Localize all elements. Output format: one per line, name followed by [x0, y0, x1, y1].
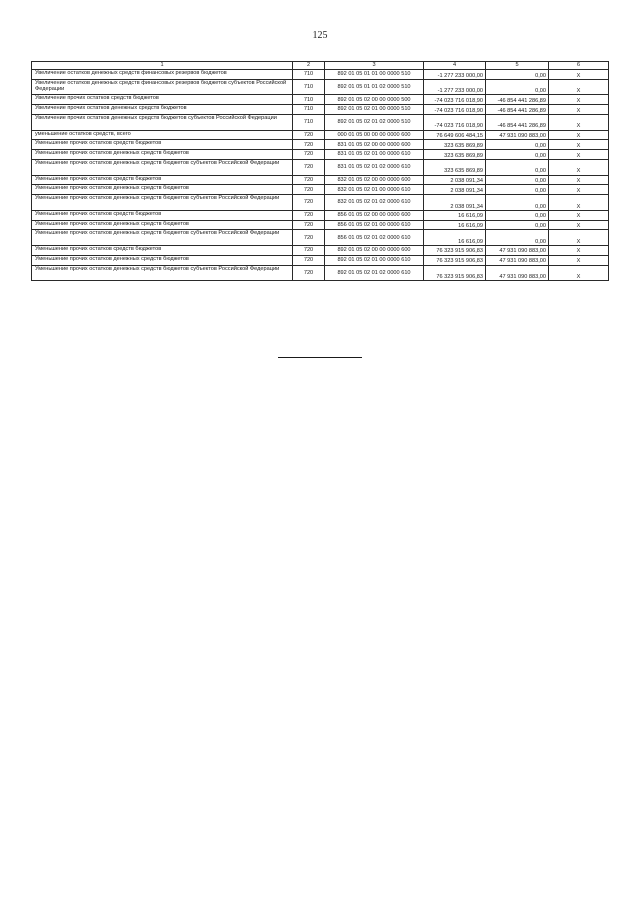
- row-name-cell: Уменьшение прочих остатков денежных средств бюджетов субъектов Российской Федерации: [32, 195, 293, 211]
- row-name-cell: уменьшение остатков средств, всего: [32, 130, 293, 140]
- row-value-5-cell: 47 931 090 883,00: [486, 130, 549, 140]
- row-name-cell: Уменьшение прочих остатков денежных средств бюджетов: [32, 150, 293, 160]
- row-name-cell: Уменьшение прочих остатков денежных средств бюджетов: [32, 185, 293, 195]
- row-budget-code-cell: 892 01 05 01 01 02 0000 510: [325, 79, 424, 95]
- row-line-code-cell: 720: [293, 245, 325, 255]
- row-value-5-cell: -46 854 441 286,89: [486, 114, 549, 130]
- row-line-code-cell: 720: [293, 265, 325, 281]
- row-value-6-cell: X: [549, 130, 609, 140]
- table-row: [32, 265, 609, 281]
- row-value-6-cell: X: [549, 195, 609, 211]
- row-value-4-cell: -1 277 233 000,00: [424, 79, 486, 95]
- row-budget-code-cell: 892 01 05 02 01 00 0000 610: [325, 255, 424, 265]
- page-number: 125: [312, 30, 328, 41]
- row-value-6-cell: X: [549, 105, 609, 115]
- row-value-4-cell: 323 635 869,89: [424, 159, 486, 175]
- row-name-cell: Уменьшение прочих остатков средств бюджетов: [32, 175, 293, 185]
- column-header-1: 1: [32, 62, 293, 70]
- row-line-code-cell: 710: [293, 95, 325, 105]
- row-name-cell: Уменьшение прочих остатков денежных средств бюджетов субъектов Российской Федерации: [32, 230, 293, 246]
- row-value-5-cell: 47 931 090 883,00: [486, 245, 549, 255]
- row-value-5-cell: -46 854 441 286,89: [486, 105, 549, 115]
- closing-rule: [278, 357, 362, 358]
- row-budget-code-cell: 892 01 05 02 01 00 0000 510: [325, 105, 424, 115]
- row-value-5-cell: 0,00: [486, 210, 549, 220]
- table-row: [32, 95, 609, 105]
- row-budget-code-cell: 892 01 05 02 01 02 0000 610: [325, 265, 424, 281]
- row-name-cell: Увеличение остатков денежных средств финансовых резервов бюджетов субъектов Российской Федерации: [32, 79, 293, 95]
- table-row: [32, 185, 609, 195]
- row-value-4-cell: 76 323 915 906,83: [424, 265, 486, 281]
- row-line-code-cell: 720: [293, 210, 325, 220]
- row-budget-code-cell: 831 01 05 02 00 00 0000 600: [325, 140, 424, 150]
- row-line-code-cell: 720: [293, 220, 325, 230]
- row-line-code-cell: 710: [293, 105, 325, 115]
- row-name-cell: Уменьшение прочих остатков средств бюджетов: [32, 245, 293, 255]
- row-value-6-cell: X: [549, 95, 609, 105]
- row-line-code-cell: 720: [293, 255, 325, 265]
- row-line-code-cell: 720: [293, 130, 325, 140]
- row-name-cell: Уменьшение прочих остатков денежных средств бюджетов субъектов Российской Федерации: [32, 265, 293, 281]
- row-value-6-cell: X: [549, 79, 609, 95]
- row-value-5-cell: 0,00: [486, 195, 549, 211]
- row-name-cell: Уменьшение прочих остатков денежных средств бюджетов: [32, 220, 293, 230]
- row-name-cell: Уменьшение прочих остатков денежных средств бюджетов: [32, 255, 293, 265]
- row-name-cell: Уменьшение прочих остатков средств бюджетов: [32, 140, 293, 150]
- row-value-4-cell: 2 038 091,34: [424, 175, 486, 185]
- row-value-5-cell: 0,00: [486, 70, 549, 80]
- row-budget-code-cell: 856 01 05 02 00 00 0000 600: [325, 210, 424, 220]
- row-value-5-cell: 47 931 090 883,00: [486, 265, 549, 281]
- row-value-6-cell: X: [549, 220, 609, 230]
- table-row: [32, 70, 609, 80]
- row-value-6-cell: X: [549, 230, 609, 246]
- row-value-6-cell: X: [549, 159, 609, 175]
- row-value-4-cell: -74 023 716 018,90: [424, 105, 486, 115]
- column-header-2: 2: [293, 62, 325, 70]
- column-header-5: 5: [486, 62, 549, 70]
- budget-sources-table: [31, 61, 609, 281]
- row-line-code-cell: 710: [293, 79, 325, 95]
- table-row: [32, 159, 609, 175]
- row-name-cell: Увеличение прочих остатков денежных средств бюджетов: [32, 105, 293, 115]
- table-header-row: [32, 62, 609, 70]
- row-value-4-cell: 76 323 915 906,83: [424, 245, 486, 255]
- row-value-4-cell: 323 635 869,89: [424, 140, 486, 150]
- row-value-5-cell: -46 854 441 286,89: [486, 95, 549, 105]
- table-row: [32, 195, 609, 211]
- row-budget-code-cell: 831 01 05 02 01 02 0000 610: [325, 159, 424, 175]
- row-line-code-cell: 720: [293, 230, 325, 246]
- table-row: [32, 245, 609, 255]
- row-budget-code-cell: 832 01 05 02 00 00 0000 600: [325, 175, 424, 185]
- row-line-code-cell: 720: [293, 195, 325, 211]
- row-value-4-cell: 76 323 915 906,83: [424, 255, 486, 265]
- row-value-5-cell: 0,00: [486, 230, 549, 246]
- row-budget-code-cell: 000 01 05 00 00 00 0000 600: [325, 130, 424, 140]
- row-value-6-cell: X: [549, 114, 609, 130]
- row-value-4-cell: 16 616,09: [424, 230, 486, 246]
- row-value-4-cell: 16 616,09: [424, 220, 486, 230]
- table-row: [32, 140, 609, 150]
- row-value-5-cell: 0,00: [486, 185, 549, 195]
- row-budget-code-cell: 832 01 05 02 01 02 0000 610: [325, 195, 424, 211]
- row-budget-code-cell: 892 01 05 02 00 00 0000 500: [325, 95, 424, 105]
- row-name-cell: Увеличение остатков денежных средств финансовых резервов бюджетов: [32, 70, 293, 80]
- row-value-5-cell: 0,00: [486, 220, 549, 230]
- row-value-4-cell: 2 038 091,34: [424, 195, 486, 211]
- row-value-6-cell: X: [549, 255, 609, 265]
- row-line-code-cell: 720: [293, 159, 325, 175]
- row-budget-code-cell: 856 01 05 02 01 00 0000 610: [325, 220, 424, 230]
- table-row: [32, 255, 609, 265]
- table-row: [32, 220, 609, 230]
- row-line-code-cell: 710: [293, 70, 325, 80]
- table-row: [32, 79, 609, 95]
- table-row: [32, 105, 609, 115]
- row-budget-code-cell: 892 01 05 02 00 00 0000 600: [325, 245, 424, 255]
- row-name-cell: Увеличение прочих остатков денежных средств бюджетов субъектов Российской Федерации: [32, 114, 293, 130]
- table-row: [32, 130, 609, 140]
- row-value-6-cell: X: [549, 210, 609, 220]
- table-row: [32, 150, 609, 160]
- row-value-6-cell: X: [549, 245, 609, 255]
- row-name-cell: Уменьшение прочих остатков денежных средств бюджетов субъектов Российской Федерации: [32, 159, 293, 175]
- row-value-6-cell: X: [549, 70, 609, 80]
- row-value-4-cell: 2 038 091,34: [424, 185, 486, 195]
- row-value-4-cell: -1 277 233 000,00: [424, 70, 486, 80]
- row-line-code-cell: 720: [293, 185, 325, 195]
- row-value-5-cell: 0,00: [486, 150, 549, 160]
- row-value-6-cell: X: [549, 175, 609, 185]
- row-value-6-cell: X: [549, 140, 609, 150]
- row-line-code-cell: 720: [293, 150, 325, 160]
- row-budget-code-cell: 892 01 05 02 01 02 0000 510: [325, 114, 424, 130]
- row-value-5-cell: 0,00: [486, 140, 549, 150]
- row-value-4-cell: 76 649 606 484,15: [424, 130, 486, 140]
- row-budget-code-cell: 892 01 05 01 01 00 0000 510: [325, 70, 424, 80]
- table-row: [32, 230, 609, 246]
- row-value-6-cell: X: [549, 265, 609, 281]
- table-row: [32, 114, 609, 130]
- row-budget-code-cell: 832 01 05 02 01 00 0000 610: [325, 185, 424, 195]
- row-value-4-cell: -74 023 716 018,90: [424, 95, 486, 105]
- row-value-5-cell: 47 931 090 883,00: [486, 255, 549, 265]
- row-name-cell: Уменьшение прочих остатков средств бюджетов: [32, 210, 293, 220]
- row-budget-code-cell: 856 01 05 02 01 02 0000 610: [325, 230, 424, 246]
- row-value-4-cell: 323 635 869,89: [424, 150, 486, 160]
- row-value-4-cell: -74 023 716 018,90: [424, 114, 486, 130]
- row-value-5-cell: 0,00: [486, 159, 549, 175]
- table-row: [32, 210, 609, 220]
- column-header-6: 6: [549, 62, 609, 70]
- row-value-4-cell: 16 616,09: [424, 210, 486, 220]
- row-name-cell: Увеличение прочих остатков средств бюджетов: [32, 95, 293, 105]
- row-value-6-cell: X: [549, 185, 609, 195]
- row-value-6-cell: X: [549, 150, 609, 160]
- column-header-3: 3: [325, 62, 424, 70]
- row-budget-code-cell: 831 01 05 02 01 00 0000 610: [325, 150, 424, 160]
- table-row: [32, 175, 609, 185]
- row-value-5-cell: 0,00: [486, 175, 549, 185]
- row-line-code-cell: 720: [293, 175, 325, 185]
- row-value-5-cell: 0,00: [486, 79, 549, 95]
- column-header-4: 4: [424, 62, 486, 70]
- row-line-code-cell: 720: [293, 140, 325, 150]
- row-line-code-cell: 710: [293, 114, 325, 130]
